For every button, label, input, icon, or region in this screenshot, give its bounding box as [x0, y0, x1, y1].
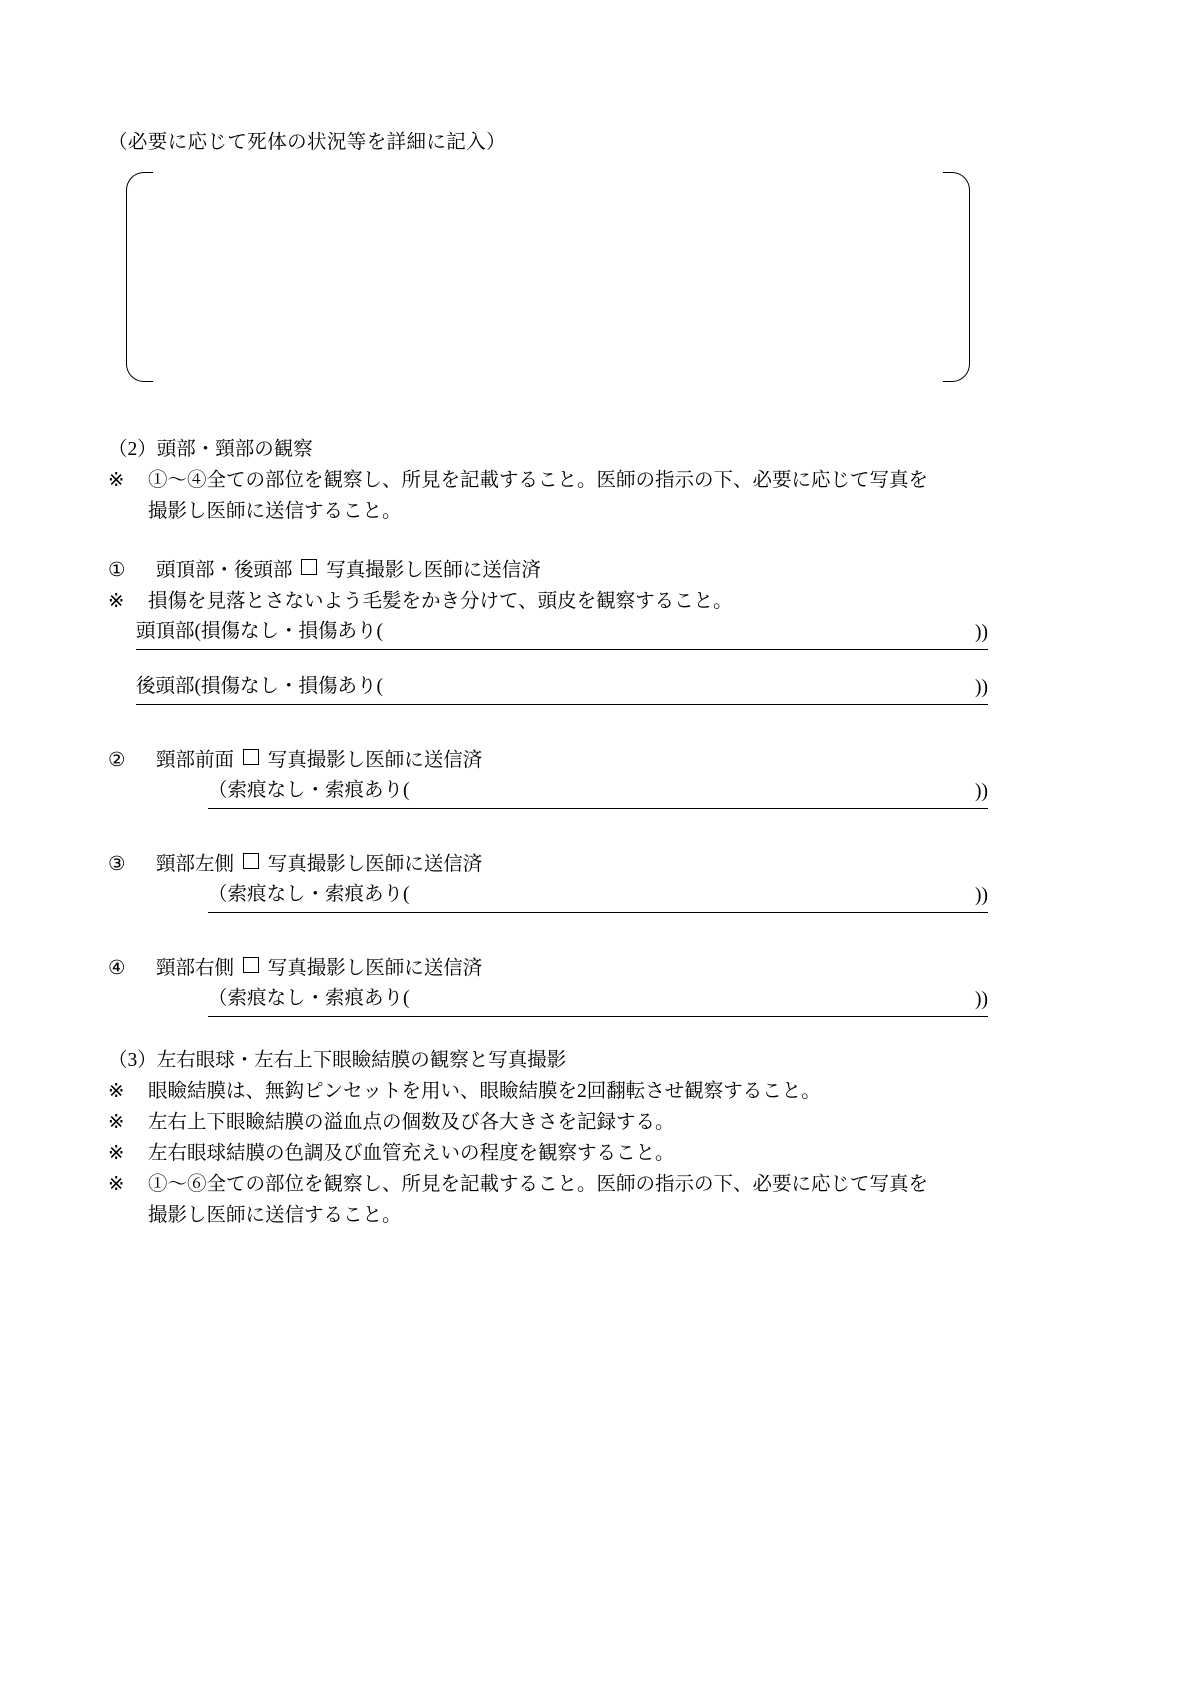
item-1-fill-crown-tail: ))	[975, 622, 988, 643]
item-3-fill-label: （索痕なし・索痕あり(	[208, 884, 410, 905]
item-3-checkbox[interactable]	[243, 853, 259, 869]
item-4-checkbox-label: 写真撮影し医師に送信済	[267, 958, 483, 979]
item-1-checkbox[interactable]	[301, 559, 317, 575]
item-1-fill-occiput[interactable]	[136, 672, 988, 705]
item-2-fill[interactable]	[208, 776, 988, 809]
section2-note	[108, 465, 1013, 496]
free-note-label: （必要に応じて死体の状況等を詳細に記入）	[108, 132, 507, 153]
item-1-fill-occiput-tail: ))	[975, 677, 988, 698]
item-1-note-text: 損傷を見落とさないよう毛髪をかき分けて、頭皮を観察すること。	[148, 591, 733, 612]
item-4-fill-label: （索痕なし・索痕あり(	[208, 988, 410, 1009]
note-mark-icon: ※	[108, 1112, 125, 1133]
note-mark-icon: ※	[108, 1143, 125, 1164]
section3-note-2-text: 左右上下眼瞼結膜の溢血点の個数及び各大きさを記録する。	[148, 1112, 675, 1133]
section3-note-3-text: 左右眼球結膜の色調及び血管充えいの程度を観察すること。	[148, 1143, 675, 1164]
document-content	[108, 128, 1013, 1231]
section3-note-cont: 撮影し医師に送信すること。	[148, 1205, 402, 1226]
item-4-fill-tail: ))	[975, 989, 988, 1010]
item-1-fill-crown-label: 頭頂部(損傷なし・損傷あり(	[136, 621, 383, 642]
item-4-checkbox[interactable]	[243, 957, 259, 973]
section2-note-cont: 撮影し医師に送信すること。	[148, 501, 402, 522]
free-note-area[interactable]	[108, 172, 988, 380]
item-4-fill[interactable]	[208, 984, 988, 1017]
section3-note-2	[108, 1107, 1013, 1138]
section2-heading: （2）頭部・頸部の観察	[108, 439, 313, 460]
left-bracket	[126, 172, 153, 382]
item-1-fill-occiput-label: 後頭部(損傷なし・損傷あり(	[136, 676, 383, 697]
note-mark-icon: ※	[108, 1081, 125, 1102]
item-2-fill-tail: ))	[975, 781, 988, 802]
item-2-checkbox-label: 写真撮影し医師に送信済	[267, 750, 483, 771]
section3-note-1-text: 眼瞼結膜は、無鈎ピンセットを用い、眼瞼結膜を2回翻転させ観察すること。	[148, 1081, 821, 1102]
item-2-checkbox[interactable]	[243, 749, 259, 765]
item-4-line	[108, 953, 1013, 984]
item-3-number: ③	[108, 854, 126, 875]
item-3-fill[interactable]	[208, 880, 988, 913]
item-1-label: 頭頂部・後頭部	[156, 560, 293, 581]
item-1-checkbox-label: 写真撮影し医師に送信済	[326, 560, 541, 581]
item-2-number: ②	[108, 750, 126, 771]
note-mark-icon: ※	[108, 1174, 125, 1195]
item-4-number: ④	[108, 958, 126, 979]
section3-note-1	[108, 1076, 1013, 1107]
section3-heading: （3）左右眼球・左右上下眼瞼結膜の観察と写真撮影	[108, 1050, 567, 1071]
item-2-line	[108, 745, 1013, 776]
item-3-label: 頸部左側	[156, 854, 235, 875]
item-1-line	[108, 555, 1013, 586]
item-3-line	[108, 849, 1013, 880]
section3-note-3	[108, 1138, 1013, 1169]
item-1-number: ①	[108, 560, 126, 581]
item-4-label: 頸部右側	[156, 958, 235, 979]
item-2-fill-label: （索痕なし・索痕あり(	[208, 780, 410, 801]
section3-note-4	[108, 1169, 1013, 1200]
item-2-label: 頸部前面	[156, 750, 235, 771]
section2-note-text: ①～④全ての部位を観察し、所見を記載すること。医師の指示の下、必要に応じて写真を	[148, 470, 929, 491]
note-mark-icon: ※	[108, 470, 125, 491]
note-mark-icon: ※	[108, 591, 125, 612]
section3-note-4-text: ①～⑥全ての部位を観察し、所見を記載すること。医師の指示の下、必要に応じて写真を	[148, 1174, 929, 1195]
item-3-fill-tail: ))	[975, 885, 988, 906]
item-1-fill-crown[interactable]	[136, 617, 988, 650]
right-bracket	[943, 172, 970, 382]
item-1-note	[108, 586, 1013, 617]
item-3-checkbox-label: 写真撮影し医師に送信済	[267, 854, 483, 875]
